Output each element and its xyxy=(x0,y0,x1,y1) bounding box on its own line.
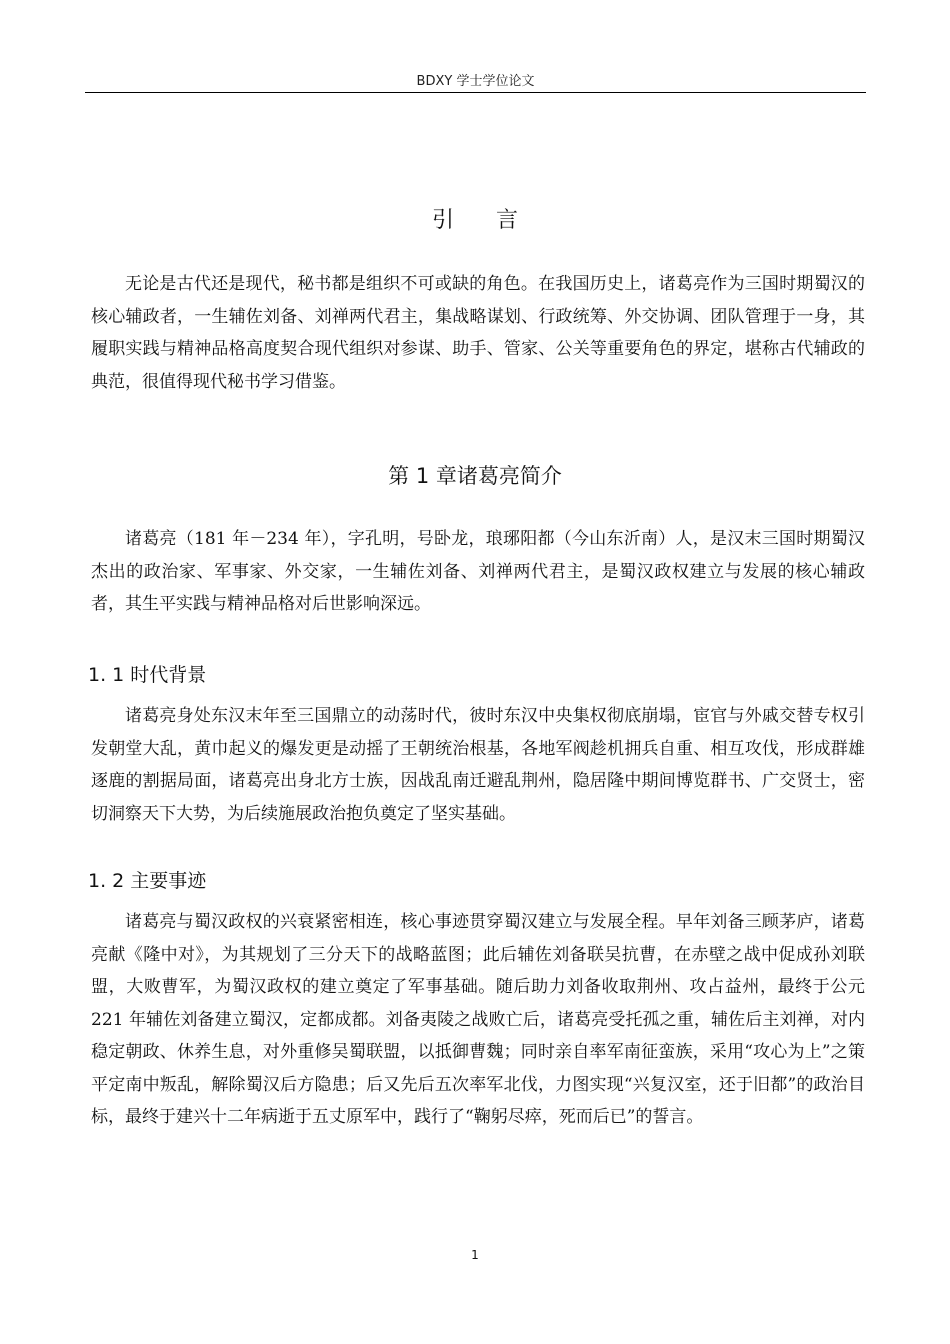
chapter-1-heading: 第 1 章诸葛亮简介 xyxy=(388,464,562,488)
chapter-1-paragraph: 诸葛亮（181 年－234 年），字孔明，号卧龙，琅琊阳都（今山东沂南）人，是汉末三国时期蜀汉杰出的政治家、军事家、外交家，一生辅佐刘备、刘禅两代君主，是蜀汉政权建立与发展的核心辅政者，其生平实践与精神品格对后世影响深远。 xyxy=(91,529,865,614)
intro-paragraph: 无论是古代还是现代，秘书都是组织不可或缺的角色。在我国历史上，诸葛亮作为三国时期蜀汉的核心辅政者，一生辅佐刘备、刘禅两代君主，集战略谋划、行政统筹、外交协调、团队管理于一身，其履职实践与精神品格高度契合现代组织对参谋、助手、管家、公关等重要角色的界定，堪称古代辅政的典范，很值得现代秘书学习借鉴。 xyxy=(91,274,865,392)
intro-heading: 引言 xyxy=(431,208,560,233)
section-1-1-heading: 1. 1 时代背景 xyxy=(88,664,207,686)
running-header: BDXY 学士学位论文 xyxy=(416,74,535,89)
section-1-1-paragraph: 诸葛亮身处东汉末年至三国鼎立的动荡时代，彼时东汉中央集权彻底崩塌，宦官与外戚交替专权引发朝堂大乱，黄巾起义的爆发更是动摇了王朝统治根基，各地军阀趁机拥兵自重、相互攻伐，形成群雄逐鹿的割据局面，诸葛亮出身北方士族，因战乱南迁避乱荆州，隐居隆中期间博览群书、广交贤士，密切洞察天下大势，为后续施展政治抱负奠定了坚实基础。 xyxy=(91,706,865,824)
header-divider xyxy=(85,92,866,93)
page-number: 1 xyxy=(471,1248,479,1262)
section-1-2-heading: 1. 2 主要事迹 xyxy=(88,870,207,892)
section-1-2-paragraph: 诸葛亮与蜀汉政权的兴衰紧密相连，核心事迹贯穿蜀汉建立与发展全程。早年刘备三顾茅庐，诸葛亮献《隆中对》，为其规划了三分天下的战略蓝图；此后辅佐刘备联吴抗曹，在赤壁之战中促成孙刘联盟，大败曹军，为蜀汉政权的建立奠定了军事基础。随后助力刘备收取荆州、攻占益州，最终于公元 221 年辅佐刘备建立蜀汉，定都成都。刘备夷陵之战败亡后，诸葛亮受托孤之重，辅佐后主刘禅，对内稳定朝政、休养生息，对外重修吴蜀联盟，以抵御曹魏；同时亲自率军南征蛮族，采用“攻心为上”之策平定南中叛乱，解除蜀汉后方隐患；后又先后五次率军北伐，力图实现“兴复汉室，还于旧都”的政治目标，最终于建兴十二年病逝于五丈原军中，践行了“鞠躬尽瘁，死而后已”的誓言。 xyxy=(91,912,865,1127)
